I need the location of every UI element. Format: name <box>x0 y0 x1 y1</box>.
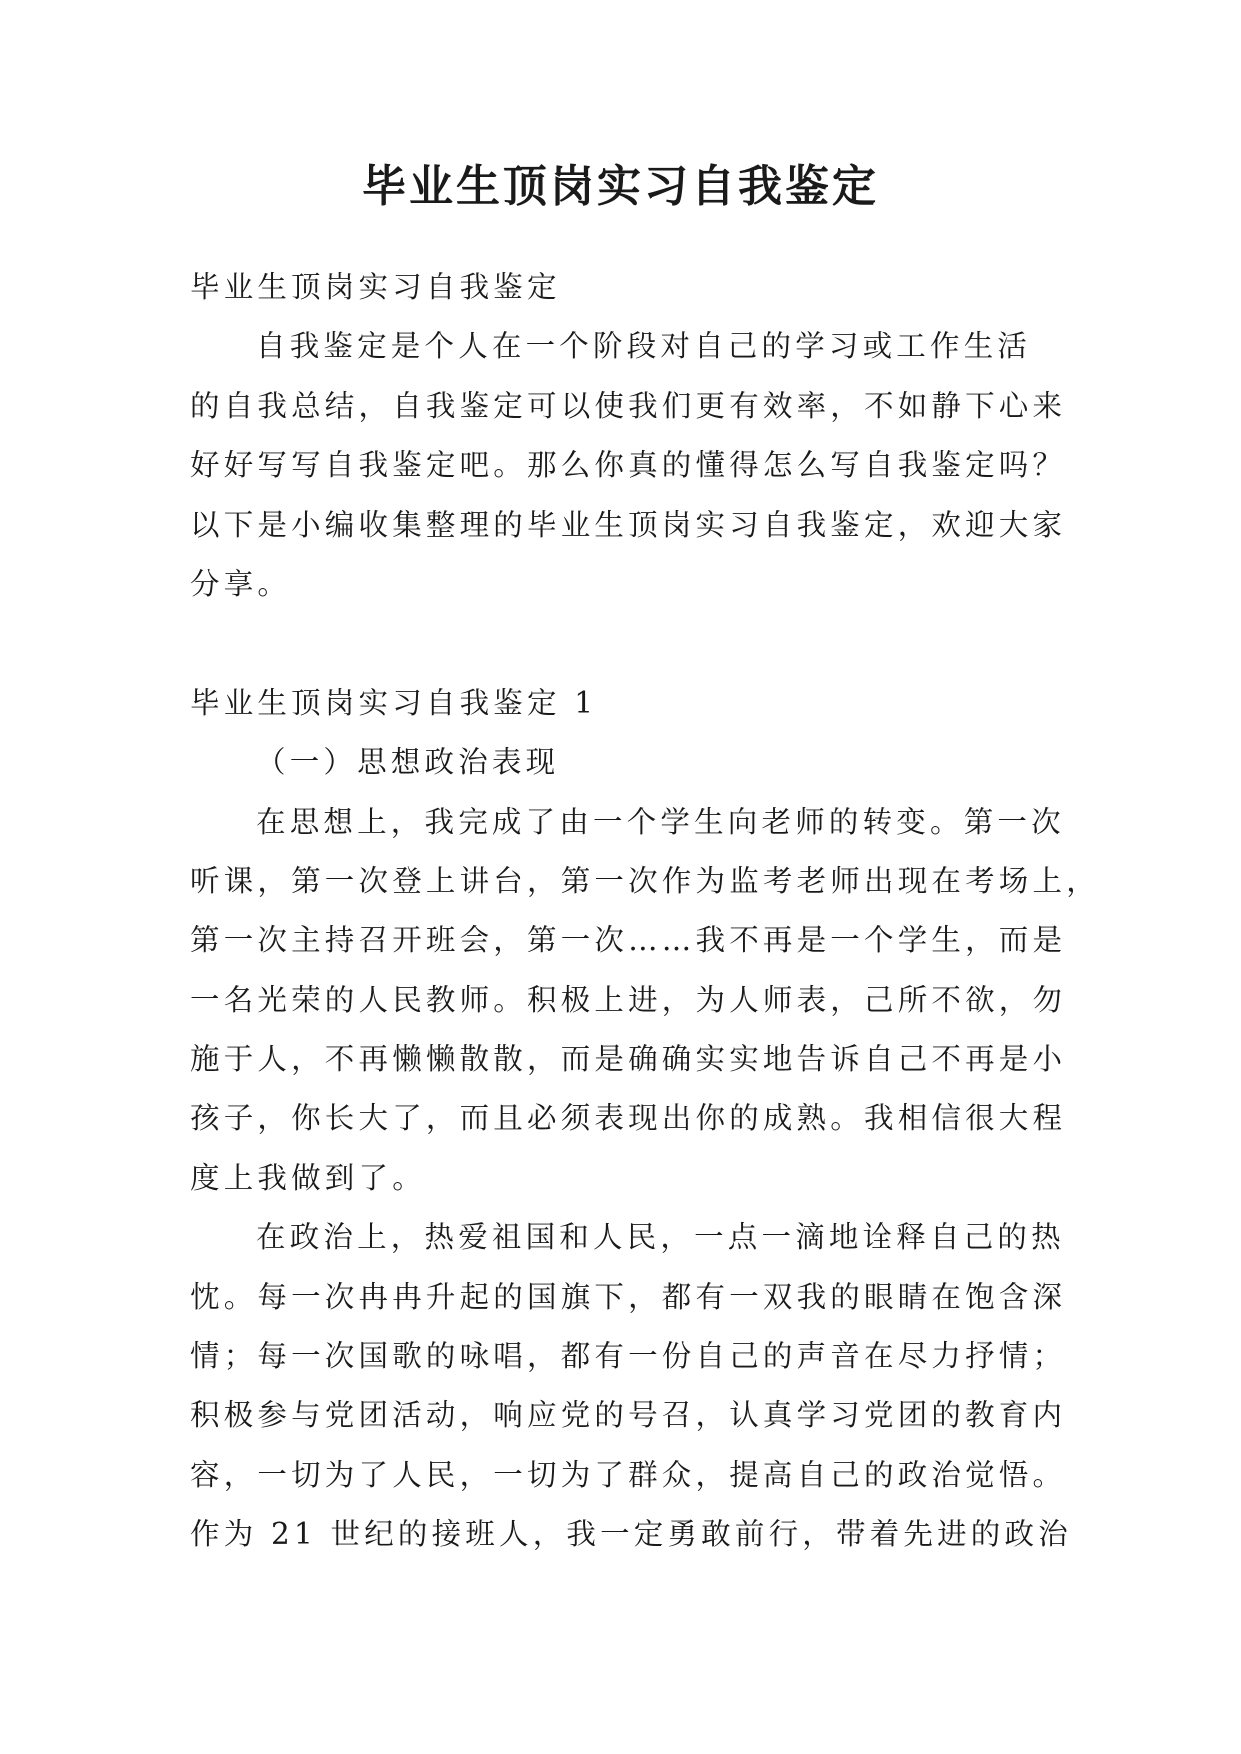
paragraph-line: 一名光荣的人民教师。积极上进，为人师表，己所不欲，勿 <box>190 982 1067 1017</box>
paragraph-line: 忱。每一次冉冉升起的国旗下，都有一双我的眼睛在饱含深 <box>190 1279 1067 1314</box>
intro-line: 分享。 <box>190 566 292 601</box>
paragraph-line: 听课，第一次登上讲台，第一次作为监考老师出现在考场上， <box>190 863 1100 898</box>
intro-line: 自我鉴定是个人在一个阶段对自己的学习或工作生活 <box>256 329 1032 364</box>
intro-line: 的自我总结，自我鉴定可以使我们更有效率，不如静下心来 <box>190 388 1067 423</box>
paragraph-line: 情；每一次国歌的咏唱，都有一份自己的声音在尽力抒情； <box>190 1339 1067 1374</box>
blank-line <box>190 614 1060 673</box>
subtitle: 毕业生顶岗实习自我鉴定 <box>190 270 561 304</box>
paragraph-line: 作为 21 世纪的接班人，我一定勇敢前行，带着先进的政治 <box>190 1517 1072 1552</box>
paragraph-line: 积极参与党团活动，响应党的号召，认真学习党团的教育内 <box>190 1398 1067 1433</box>
paragraph-line: 孩子，你长大了，而且必须表现出你的成熟。我相信很大程 <box>190 1101 1067 1136</box>
document-body <box>190 258 1100 1565</box>
paragraph-line: 容，一切为了人民，一切为了群众，提高自己的政治觉悟。 <box>190 1457 1067 1492</box>
paragraph-politics <box>190 1208 1072 1564</box>
subsection-title: （一）思想政治表现 <box>256 745 560 780</box>
intro-line: 以下是小编收集整理的毕业生顶岗实习自我鉴定，欢迎大家 <box>190 507 1067 542</box>
paragraph-line: 在思想上，我完成了由一个学生向老师的转变。第一次 <box>256 804 1065 839</box>
paragraph-line: 度上我做到了。 <box>190 1160 426 1195</box>
paragraph-line: 第一次主持召开班会，第一次……我不再是一个学生，而是 <box>190 923 1067 958</box>
paragraph-thought <box>190 793 1100 1209</box>
section-title: 毕业生顶岗实习自我鉴定 1 <box>190 685 598 720</box>
intro-line: 好好写写自我鉴定吧。那么你真的懂得怎么写自我鉴定吗？ <box>190 448 1067 483</box>
intro-paragraph <box>190 317 1067 614</box>
document-title: 毕业生顶岗实习自我鉴定 <box>362 161 879 212</box>
paragraph-line: 施于人，不再懒懒散散，而是确确实实地告诉自己不再是小 <box>190 1042 1067 1077</box>
paragraph-line: 在政治上，热爱祖国和人民，一点一滴地诠释自己的热 <box>256 1220 1065 1255</box>
